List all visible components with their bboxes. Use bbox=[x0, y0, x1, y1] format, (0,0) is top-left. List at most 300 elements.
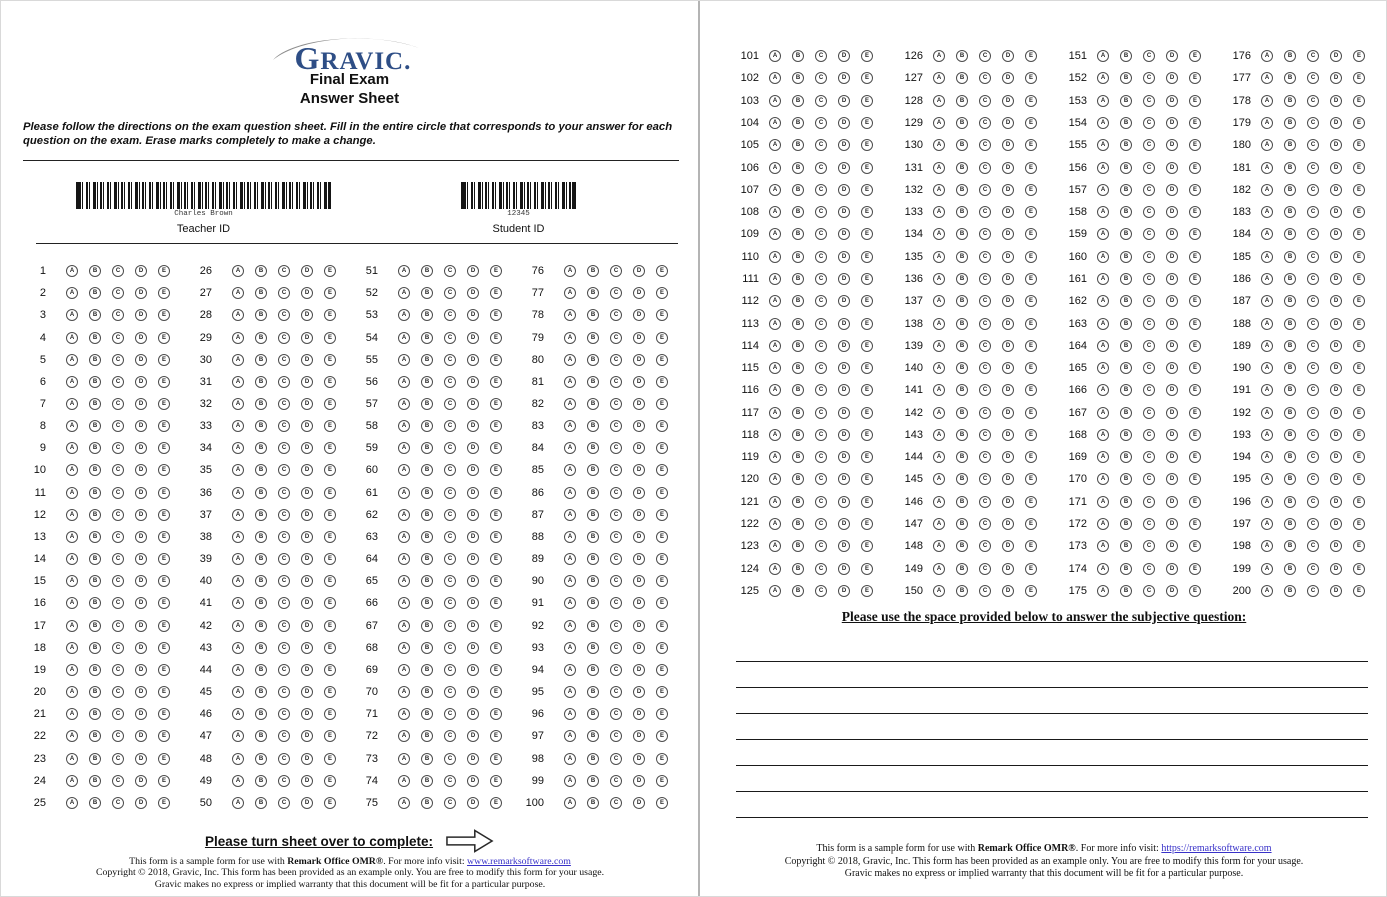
bubble-q91-C[interactable]: C bbox=[610, 597, 622, 609]
bubble-q39-A[interactable]: A bbox=[232, 553, 244, 565]
bubble-q111-A[interactable]: A bbox=[769, 273, 781, 285]
bubble-q138-C[interactable]: C bbox=[979, 318, 991, 330]
bubble-q105-D[interactable]: D bbox=[838, 139, 850, 151]
bubble-q145-D[interactable]: D bbox=[1002, 473, 1014, 485]
bubble-q64-C[interactable]: C bbox=[444, 553, 456, 565]
bubble-q65-D[interactable]: D bbox=[467, 575, 479, 587]
bubble-q87-A[interactable]: A bbox=[564, 509, 576, 521]
bubble-q122-B[interactable]: B bbox=[792, 518, 804, 530]
bubble-q143-B[interactable]: B bbox=[956, 429, 968, 441]
bubble-q35-B[interactable]: B bbox=[255, 464, 267, 476]
bubble-q5-E[interactable]: E bbox=[158, 354, 170, 366]
bubble-q22-B[interactable]: B bbox=[89, 730, 101, 742]
bubble-q121-C[interactable]: C bbox=[815, 496, 827, 508]
bubble-q146-D[interactable]: D bbox=[1002, 496, 1014, 508]
bubble-q35-A[interactable]: A bbox=[232, 464, 244, 476]
bubble-q183-D[interactable]: D bbox=[1330, 206, 1342, 218]
bubble-q60-C[interactable]: C bbox=[444, 464, 456, 476]
bubble-q121-D[interactable]: D bbox=[838, 496, 850, 508]
bubble-q23-D[interactable]: D bbox=[135, 753, 147, 765]
bubble-q51-D[interactable]: D bbox=[467, 265, 479, 277]
bubble-q145-A[interactable]: A bbox=[933, 473, 945, 485]
bubble-q56-D[interactable]: D bbox=[467, 376, 479, 388]
bubble-q13-E[interactable]: E bbox=[158, 531, 170, 543]
bubble-q52-B[interactable]: B bbox=[421, 287, 433, 299]
bubble-q8-E[interactable]: E bbox=[158, 420, 170, 432]
bubble-q56-A[interactable]: A bbox=[398, 376, 410, 388]
bubble-q197-B[interactable]: B bbox=[1284, 518, 1296, 530]
bubble-q107-E[interactable]: E bbox=[861, 184, 873, 196]
bubble-q12-D[interactable]: D bbox=[135, 509, 147, 521]
bubble-q32-B[interactable]: B bbox=[255, 398, 267, 410]
bubble-q115-C[interactable]: C bbox=[815, 362, 827, 374]
bubble-q26-C[interactable]: C bbox=[278, 265, 290, 277]
bubble-q63-E[interactable]: E bbox=[490, 531, 502, 543]
bubble-q24-C[interactable]: C bbox=[112, 775, 124, 787]
bubble-q166-E[interactable]: E bbox=[1189, 384, 1201, 396]
bubble-q36-A[interactable]: A bbox=[232, 487, 244, 499]
bubble-q66-E[interactable]: E bbox=[490, 597, 502, 609]
bubble-q78-C[interactable]: C bbox=[610, 309, 622, 321]
bubble-q34-E[interactable]: E bbox=[324, 442, 336, 454]
bubble-q109-D[interactable]: D bbox=[838, 228, 850, 240]
bubble-q146-B[interactable]: B bbox=[956, 496, 968, 508]
bubble-q9-A[interactable]: A bbox=[66, 442, 78, 454]
bubble-q57-B[interactable]: B bbox=[421, 398, 433, 410]
bubble-q31-A[interactable]: A bbox=[232, 376, 244, 388]
bubble-q132-A[interactable]: A bbox=[933, 184, 945, 196]
bubble-q30-C[interactable]: C bbox=[278, 354, 290, 366]
bubble-q114-E[interactable]: E bbox=[861, 340, 873, 352]
bubble-q181-E[interactable]: E bbox=[1353, 162, 1365, 174]
bubble-q30-A[interactable]: A bbox=[232, 354, 244, 366]
bubble-q184-B[interactable]: B bbox=[1284, 228, 1296, 240]
bubble-q72-E[interactable]: E bbox=[490, 730, 502, 742]
bubble-q123-C[interactable]: C bbox=[815, 540, 827, 552]
bubble-q168-A[interactable]: A bbox=[1097, 429, 1109, 441]
bubble-q68-B[interactable]: B bbox=[421, 642, 433, 654]
bubble-q133-D[interactable]: D bbox=[1002, 206, 1014, 218]
bubble-q192-A[interactable]: A bbox=[1261, 407, 1273, 419]
bubble-q177-A[interactable]: A bbox=[1261, 72, 1273, 84]
bubble-q67-C[interactable]: C bbox=[444, 620, 456, 632]
bubble-q168-C[interactable]: C bbox=[1143, 429, 1155, 441]
bubble-q24-B[interactable]: B bbox=[89, 775, 101, 787]
bubble-q98-C[interactable]: C bbox=[610, 753, 622, 765]
bubble-q148-E[interactable]: E bbox=[1025, 540, 1037, 552]
bubble-q110-A[interactable]: A bbox=[769, 251, 781, 263]
bubble-q49-A[interactable]: A bbox=[232, 775, 244, 787]
bubble-q81-E[interactable]: E bbox=[656, 376, 668, 388]
bubble-q117-C[interactable]: C bbox=[815, 407, 827, 419]
bubble-q71-D[interactable]: D bbox=[467, 708, 479, 720]
bubble-q178-D[interactable]: D bbox=[1330, 95, 1342, 107]
bubble-q55-C[interactable]: C bbox=[444, 354, 456, 366]
bubble-q80-B[interactable]: B bbox=[587, 354, 599, 366]
bubble-q140-C[interactable]: C bbox=[979, 362, 991, 374]
bubble-q78-E[interactable]: E bbox=[656, 309, 668, 321]
bubble-q179-E[interactable]: E bbox=[1353, 117, 1365, 129]
bubble-q56-E[interactable]: E bbox=[490, 376, 502, 388]
bubble-q158-D[interactable]: D bbox=[1166, 206, 1178, 218]
bubble-q194-D[interactable]: D bbox=[1330, 451, 1342, 463]
bubble-q87-B[interactable]: B bbox=[587, 509, 599, 521]
bubble-q190-B[interactable]: B bbox=[1284, 362, 1296, 374]
bubble-q153-A[interactable]: A bbox=[1097, 95, 1109, 107]
bubble-q146-A[interactable]: A bbox=[933, 496, 945, 508]
bubble-q68-D[interactable]: D bbox=[467, 642, 479, 654]
bubble-q75-C[interactable]: C bbox=[444, 797, 456, 809]
bubble-q76-E[interactable]: E bbox=[656, 265, 668, 277]
bubble-q145-C[interactable]: C bbox=[979, 473, 991, 485]
bubble-q9-E[interactable]: E bbox=[158, 442, 170, 454]
bubble-q75-A[interactable]: A bbox=[398, 797, 410, 809]
bubble-q70-C[interactable]: C bbox=[444, 686, 456, 698]
bubble-q154-E[interactable]: E bbox=[1189, 117, 1201, 129]
bubble-q65-A[interactable]: A bbox=[398, 575, 410, 587]
bubble-q192-E[interactable]: E bbox=[1353, 407, 1365, 419]
bubble-q4-D[interactable]: D bbox=[135, 332, 147, 344]
bubble-q40-C[interactable]: C bbox=[278, 575, 290, 587]
bubble-q177-D[interactable]: D bbox=[1330, 72, 1342, 84]
bubble-q42-B[interactable]: B bbox=[255, 620, 267, 632]
bubble-q12-C[interactable]: C bbox=[112, 509, 124, 521]
bubble-q88-C[interactable]: C bbox=[610, 531, 622, 543]
bubble-q119-C[interactable]: C bbox=[815, 451, 827, 463]
bubble-q183-B[interactable]: B bbox=[1284, 206, 1296, 218]
bubble-q176-C[interactable]: C bbox=[1307, 50, 1319, 62]
bubble-q39-B[interactable]: B bbox=[255, 553, 267, 565]
bubble-q47-E[interactable]: E bbox=[324, 730, 336, 742]
bubble-q96-E[interactable]: E bbox=[656, 708, 668, 720]
bubble-q10-C[interactable]: C bbox=[112, 464, 124, 476]
bubble-q49-C[interactable]: C bbox=[278, 775, 290, 787]
bubble-q181-C[interactable]: C bbox=[1307, 162, 1319, 174]
bubble-q102-A[interactable]: A bbox=[769, 72, 781, 84]
bubble-q190-C[interactable]: C bbox=[1307, 362, 1319, 374]
bubble-q107-A[interactable]: A bbox=[769, 184, 781, 196]
bubble-q14-C[interactable]: C bbox=[112, 553, 124, 565]
bubble-q55-B[interactable]: B bbox=[421, 354, 433, 366]
bubble-q143-C[interactable]: C bbox=[979, 429, 991, 441]
bubble-q46-D[interactable]: D bbox=[301, 708, 313, 720]
bubble-q137-C[interactable]: C bbox=[979, 295, 991, 307]
bubble-q52-A[interactable]: A bbox=[398, 287, 410, 299]
bubble-q136-A[interactable]: A bbox=[933, 273, 945, 285]
bubble-q152-E[interactable]: E bbox=[1189, 72, 1201, 84]
bubble-q179-B[interactable]: B bbox=[1284, 117, 1296, 129]
bubble-q104-A[interactable]: A bbox=[769, 117, 781, 129]
bubble-q57-D[interactable]: D bbox=[467, 398, 479, 410]
bubble-q11-E[interactable]: E bbox=[158, 487, 170, 499]
bubble-q174-A[interactable]: A bbox=[1097, 563, 1109, 575]
bubble-q17-C[interactable]: C bbox=[112, 620, 124, 632]
bubble-q96-C[interactable]: C bbox=[610, 708, 622, 720]
bubble-q102-C[interactable]: C bbox=[815, 72, 827, 84]
bubble-q82-A[interactable]: A bbox=[564, 398, 576, 410]
bubble-q176-B[interactable]: B bbox=[1284, 50, 1296, 62]
bubble-q116-C[interactable]: C bbox=[815, 384, 827, 396]
bubble-q3-E[interactable]: E bbox=[158, 309, 170, 321]
bubble-q31-B[interactable]: B bbox=[255, 376, 267, 388]
bubble-q82-E[interactable]: E bbox=[656, 398, 668, 410]
bubble-q190-E[interactable]: E bbox=[1353, 362, 1365, 374]
bubble-q198-A[interactable]: A bbox=[1261, 540, 1273, 552]
bubble-q54-E[interactable]: E bbox=[490, 332, 502, 344]
bubble-q184-A[interactable]: A bbox=[1261, 228, 1273, 240]
bubble-q41-D[interactable]: D bbox=[301, 597, 313, 609]
bubble-q190-A[interactable]: A bbox=[1261, 362, 1273, 374]
bubble-q93-E[interactable]: E bbox=[656, 642, 668, 654]
bubble-q29-C[interactable]: C bbox=[278, 332, 290, 344]
bubble-q86-C[interactable]: C bbox=[610, 487, 622, 499]
bubble-q136-B[interactable]: B bbox=[956, 273, 968, 285]
bubble-q178-C[interactable]: C bbox=[1307, 95, 1319, 107]
bubble-q187-A[interactable]: A bbox=[1261, 295, 1273, 307]
bubble-q182-C[interactable]: C bbox=[1307, 184, 1319, 196]
bubble-q71-E[interactable]: E bbox=[490, 708, 502, 720]
bubble-q187-B[interactable]: B bbox=[1284, 295, 1296, 307]
bubble-q13-C[interactable]: C bbox=[112, 531, 124, 543]
bubble-q84-C[interactable]: C bbox=[610, 442, 622, 454]
bubble-q134-C[interactable]: C bbox=[979, 228, 991, 240]
bubble-q34-A[interactable]: A bbox=[232, 442, 244, 454]
bubble-q107-C[interactable]: C bbox=[815, 184, 827, 196]
bubble-q162-E[interactable]: E bbox=[1189, 295, 1201, 307]
bubble-q83-C[interactable]: C bbox=[610, 420, 622, 432]
bubble-q127-C[interactable]: C bbox=[979, 72, 991, 84]
bubble-q106-B[interactable]: B bbox=[792, 162, 804, 174]
bubble-q58-C[interactable]: C bbox=[444, 420, 456, 432]
bubble-q27-B[interactable]: B bbox=[255, 287, 267, 299]
bubble-q196-C[interactable]: C bbox=[1307, 496, 1319, 508]
bubble-q54-C[interactable]: C bbox=[444, 332, 456, 344]
bubble-q176-A[interactable]: A bbox=[1261, 50, 1273, 62]
bubble-q155-B[interactable]: B bbox=[1120, 139, 1132, 151]
bubble-q33-A[interactable]: A bbox=[232, 420, 244, 432]
bubble-q100-A[interactable]: A bbox=[564, 797, 576, 809]
bubble-q89-B[interactable]: B bbox=[587, 553, 599, 565]
bubble-q11-A[interactable]: A bbox=[66, 487, 78, 499]
bubble-q48-D[interactable]: D bbox=[301, 753, 313, 765]
bubble-q35-C[interactable]: C bbox=[278, 464, 290, 476]
bubble-q82-D[interactable]: D bbox=[633, 398, 645, 410]
bubble-q21-A[interactable]: A bbox=[66, 708, 78, 720]
bubble-q69-E[interactable]: E bbox=[490, 664, 502, 676]
bubble-q143-E[interactable]: E bbox=[1025, 429, 1037, 441]
bubble-q160-A[interactable]: A bbox=[1097, 251, 1109, 263]
bubble-q160-B[interactable]: B bbox=[1120, 251, 1132, 263]
bubble-q105-C[interactable]: C bbox=[815, 139, 827, 151]
bubble-q113-C[interactable]: C bbox=[815, 318, 827, 330]
bubble-q157-E[interactable]: E bbox=[1189, 184, 1201, 196]
bubble-q119-E[interactable]: E bbox=[861, 451, 873, 463]
bubble-q158-E[interactable]: E bbox=[1189, 206, 1201, 218]
bubble-q122-D[interactable]: D bbox=[838, 518, 850, 530]
bubble-q142-C[interactable]: C bbox=[979, 407, 991, 419]
bubble-q158-A[interactable]: A bbox=[1097, 206, 1109, 218]
bubble-q61-E[interactable]: E bbox=[490, 487, 502, 499]
bubble-q10-D[interactable]: D bbox=[135, 464, 147, 476]
bubble-q77-C[interactable]: C bbox=[610, 287, 622, 299]
bubble-q48-B[interactable]: B bbox=[255, 753, 267, 765]
bubble-q135-B[interactable]: B bbox=[956, 251, 968, 263]
bubble-q80-E[interactable]: E bbox=[656, 354, 668, 366]
bubble-q181-D[interactable]: D bbox=[1330, 162, 1342, 174]
bubble-q25-A[interactable]: A bbox=[66, 797, 78, 809]
bubble-q53-E[interactable]: E bbox=[490, 309, 502, 321]
bubble-q167-E[interactable]: E bbox=[1189, 407, 1201, 419]
bubble-q195-E[interactable]: E bbox=[1353, 473, 1365, 485]
bubble-q81-D[interactable]: D bbox=[633, 376, 645, 388]
bubble-q177-B[interactable]: B bbox=[1284, 72, 1296, 84]
bubble-q134-E[interactable]: E bbox=[1025, 228, 1037, 240]
bubble-q171-C[interactable]: C bbox=[1143, 496, 1155, 508]
bubble-q27-C[interactable]: C bbox=[278, 287, 290, 299]
bubble-q45-B[interactable]: B bbox=[255, 686, 267, 698]
bubble-q72-A[interactable]: A bbox=[398, 730, 410, 742]
bubble-q115-A[interactable]: A bbox=[769, 362, 781, 374]
bubble-q63-D[interactable]: D bbox=[467, 531, 479, 543]
bubble-q77-B[interactable]: B bbox=[587, 287, 599, 299]
bubble-q124-E[interactable]: E bbox=[861, 563, 873, 575]
bubble-q178-A[interactable]: A bbox=[1261, 95, 1273, 107]
bubble-q185-A[interactable]: A bbox=[1261, 251, 1273, 263]
bubble-q98-E[interactable]: E bbox=[656, 753, 668, 765]
bubble-q111-E[interactable]: E bbox=[861, 273, 873, 285]
bubble-q198-E[interactable]: E bbox=[1353, 540, 1365, 552]
bubble-q23-C[interactable]: C bbox=[112, 753, 124, 765]
bubble-q168-B[interactable]: B bbox=[1120, 429, 1132, 441]
bubble-q189-D[interactable]: D bbox=[1330, 340, 1342, 352]
bubble-q113-E[interactable]: E bbox=[861, 318, 873, 330]
bubble-q149-C[interactable]: C bbox=[979, 563, 991, 575]
bubble-q147-C[interactable]: C bbox=[979, 518, 991, 530]
bubble-q75-B[interactable]: B bbox=[421, 797, 433, 809]
bubble-q19-E[interactable]: E bbox=[158, 664, 170, 676]
bubble-q111-D[interactable]: D bbox=[838, 273, 850, 285]
bubble-q148-B[interactable]: B bbox=[956, 540, 968, 552]
bubble-q100-C[interactable]: C bbox=[610, 797, 622, 809]
bubble-q101-D[interactable]: D bbox=[838, 50, 850, 62]
bubble-q92-B[interactable]: B bbox=[587, 620, 599, 632]
remark-website-link[interactable]: https://remarksoftware.com bbox=[1161, 843, 1272, 854]
bubble-q68-A[interactable]: A bbox=[398, 642, 410, 654]
bubble-q168-E[interactable]: E bbox=[1189, 429, 1201, 441]
bubble-q135-E[interactable]: E bbox=[1025, 251, 1037, 263]
bubble-q135-C[interactable]: C bbox=[979, 251, 991, 263]
bubble-q167-B[interactable]: B bbox=[1120, 407, 1132, 419]
bubble-q63-C[interactable]: C bbox=[444, 531, 456, 543]
bubble-q46-C[interactable]: C bbox=[278, 708, 290, 720]
bubble-q29-A[interactable]: A bbox=[232, 332, 244, 344]
bubble-q92-D[interactable]: D bbox=[633, 620, 645, 632]
bubble-q183-A[interactable]: A bbox=[1261, 206, 1273, 218]
bubble-q36-E[interactable]: E bbox=[324, 487, 336, 499]
bubble-q112-C[interactable]: C bbox=[815, 295, 827, 307]
bubble-q52-E[interactable]: E bbox=[490, 287, 502, 299]
bubble-q87-D[interactable]: D bbox=[633, 509, 645, 521]
bubble-q21-C[interactable]: C bbox=[112, 708, 124, 720]
bubble-q114-B[interactable]: B bbox=[792, 340, 804, 352]
bubble-q180-B[interactable]: B bbox=[1284, 139, 1296, 151]
bubble-q6-D[interactable]: D bbox=[135, 376, 147, 388]
bubble-q145-E[interactable]: E bbox=[1025, 473, 1037, 485]
bubble-q196-E[interactable]: E bbox=[1353, 496, 1365, 508]
bubble-q92-A[interactable]: A bbox=[564, 620, 576, 632]
bubble-q47-B[interactable]: B bbox=[255, 730, 267, 742]
bubble-q69-D[interactable]: D bbox=[467, 664, 479, 676]
bubble-q49-D[interactable]: D bbox=[301, 775, 313, 787]
bubble-q181-B[interactable]: B bbox=[1284, 162, 1296, 174]
bubble-q122-A[interactable]: A bbox=[769, 518, 781, 530]
bubble-q91-D[interactable]: D bbox=[633, 597, 645, 609]
bubble-q153-E[interactable]: E bbox=[1189, 95, 1201, 107]
bubble-q59-C[interactable]: C bbox=[444, 442, 456, 454]
bubble-q135-A[interactable]: A bbox=[933, 251, 945, 263]
bubble-q108-A[interactable]: A bbox=[769, 206, 781, 218]
bubble-q101-E[interactable]: E bbox=[861, 50, 873, 62]
bubble-q33-B[interactable]: B bbox=[255, 420, 267, 432]
bubble-q17-A[interactable]: A bbox=[66, 620, 78, 632]
bubble-q30-E[interactable]: E bbox=[324, 354, 336, 366]
bubble-q7-A[interactable]: A bbox=[66, 398, 78, 410]
bubble-q123-D[interactable]: D bbox=[838, 540, 850, 552]
bubble-q106-D[interactable]: D bbox=[838, 162, 850, 174]
bubble-q31-C[interactable]: C bbox=[278, 376, 290, 388]
bubble-q119-B[interactable]: B bbox=[792, 451, 804, 463]
bubble-q62-C[interactable]: C bbox=[444, 509, 456, 521]
bubble-q140-E[interactable]: E bbox=[1025, 362, 1037, 374]
bubble-q141-B[interactable]: B bbox=[956, 384, 968, 396]
bubble-q154-D[interactable]: D bbox=[1166, 117, 1178, 129]
bubble-q80-A[interactable]: A bbox=[564, 354, 576, 366]
bubble-q12-B[interactable]: B bbox=[89, 509, 101, 521]
bubble-q158-C[interactable]: C bbox=[1143, 206, 1155, 218]
bubble-q166-D[interactable]: D bbox=[1166, 384, 1178, 396]
bubble-q52-D[interactable]: D bbox=[467, 287, 479, 299]
bubble-q148-A[interactable]: A bbox=[933, 540, 945, 552]
bubble-q8-C[interactable]: C bbox=[112, 420, 124, 432]
bubble-q18-A[interactable]: A bbox=[66, 642, 78, 654]
bubble-q37-D[interactable]: D bbox=[301, 509, 313, 521]
bubble-q123-B[interactable]: B bbox=[792, 540, 804, 552]
bubble-q46-A[interactable]: A bbox=[232, 708, 244, 720]
bubble-q176-D[interactable]: D bbox=[1330, 50, 1342, 62]
bubble-q95-C[interactable]: C bbox=[610, 686, 622, 698]
bubble-q174-D[interactable]: D bbox=[1166, 563, 1178, 575]
bubble-q133-B[interactable]: B bbox=[956, 206, 968, 218]
bubble-q77-A[interactable]: A bbox=[564, 287, 576, 299]
bubble-q92-C[interactable]: C bbox=[610, 620, 622, 632]
bubble-q128-E[interactable]: E bbox=[1025, 95, 1037, 107]
bubble-q85-E[interactable]: E bbox=[656, 464, 668, 476]
bubble-q193-C[interactable]: C bbox=[1307, 429, 1319, 441]
bubble-q20-D[interactable]: D bbox=[135, 686, 147, 698]
bubble-q101-B[interactable]: B bbox=[792, 50, 804, 62]
bubble-q72-C[interactable]: C bbox=[444, 730, 456, 742]
bubble-q191-B[interactable]: B bbox=[1284, 384, 1296, 396]
bubble-q116-E[interactable]: E bbox=[861, 384, 873, 396]
bubble-q137-B[interactable]: B bbox=[956, 295, 968, 307]
bubble-q37-B[interactable]: B bbox=[255, 509, 267, 521]
bubble-q199-A[interactable]: A bbox=[1261, 563, 1273, 575]
bubble-q162-D[interactable]: D bbox=[1166, 295, 1178, 307]
bubble-q3-A[interactable]: A bbox=[66, 309, 78, 321]
bubble-q133-C[interactable]: C bbox=[979, 206, 991, 218]
bubble-q112-D[interactable]: D bbox=[838, 295, 850, 307]
bubble-q97-E[interactable]: E bbox=[656, 730, 668, 742]
